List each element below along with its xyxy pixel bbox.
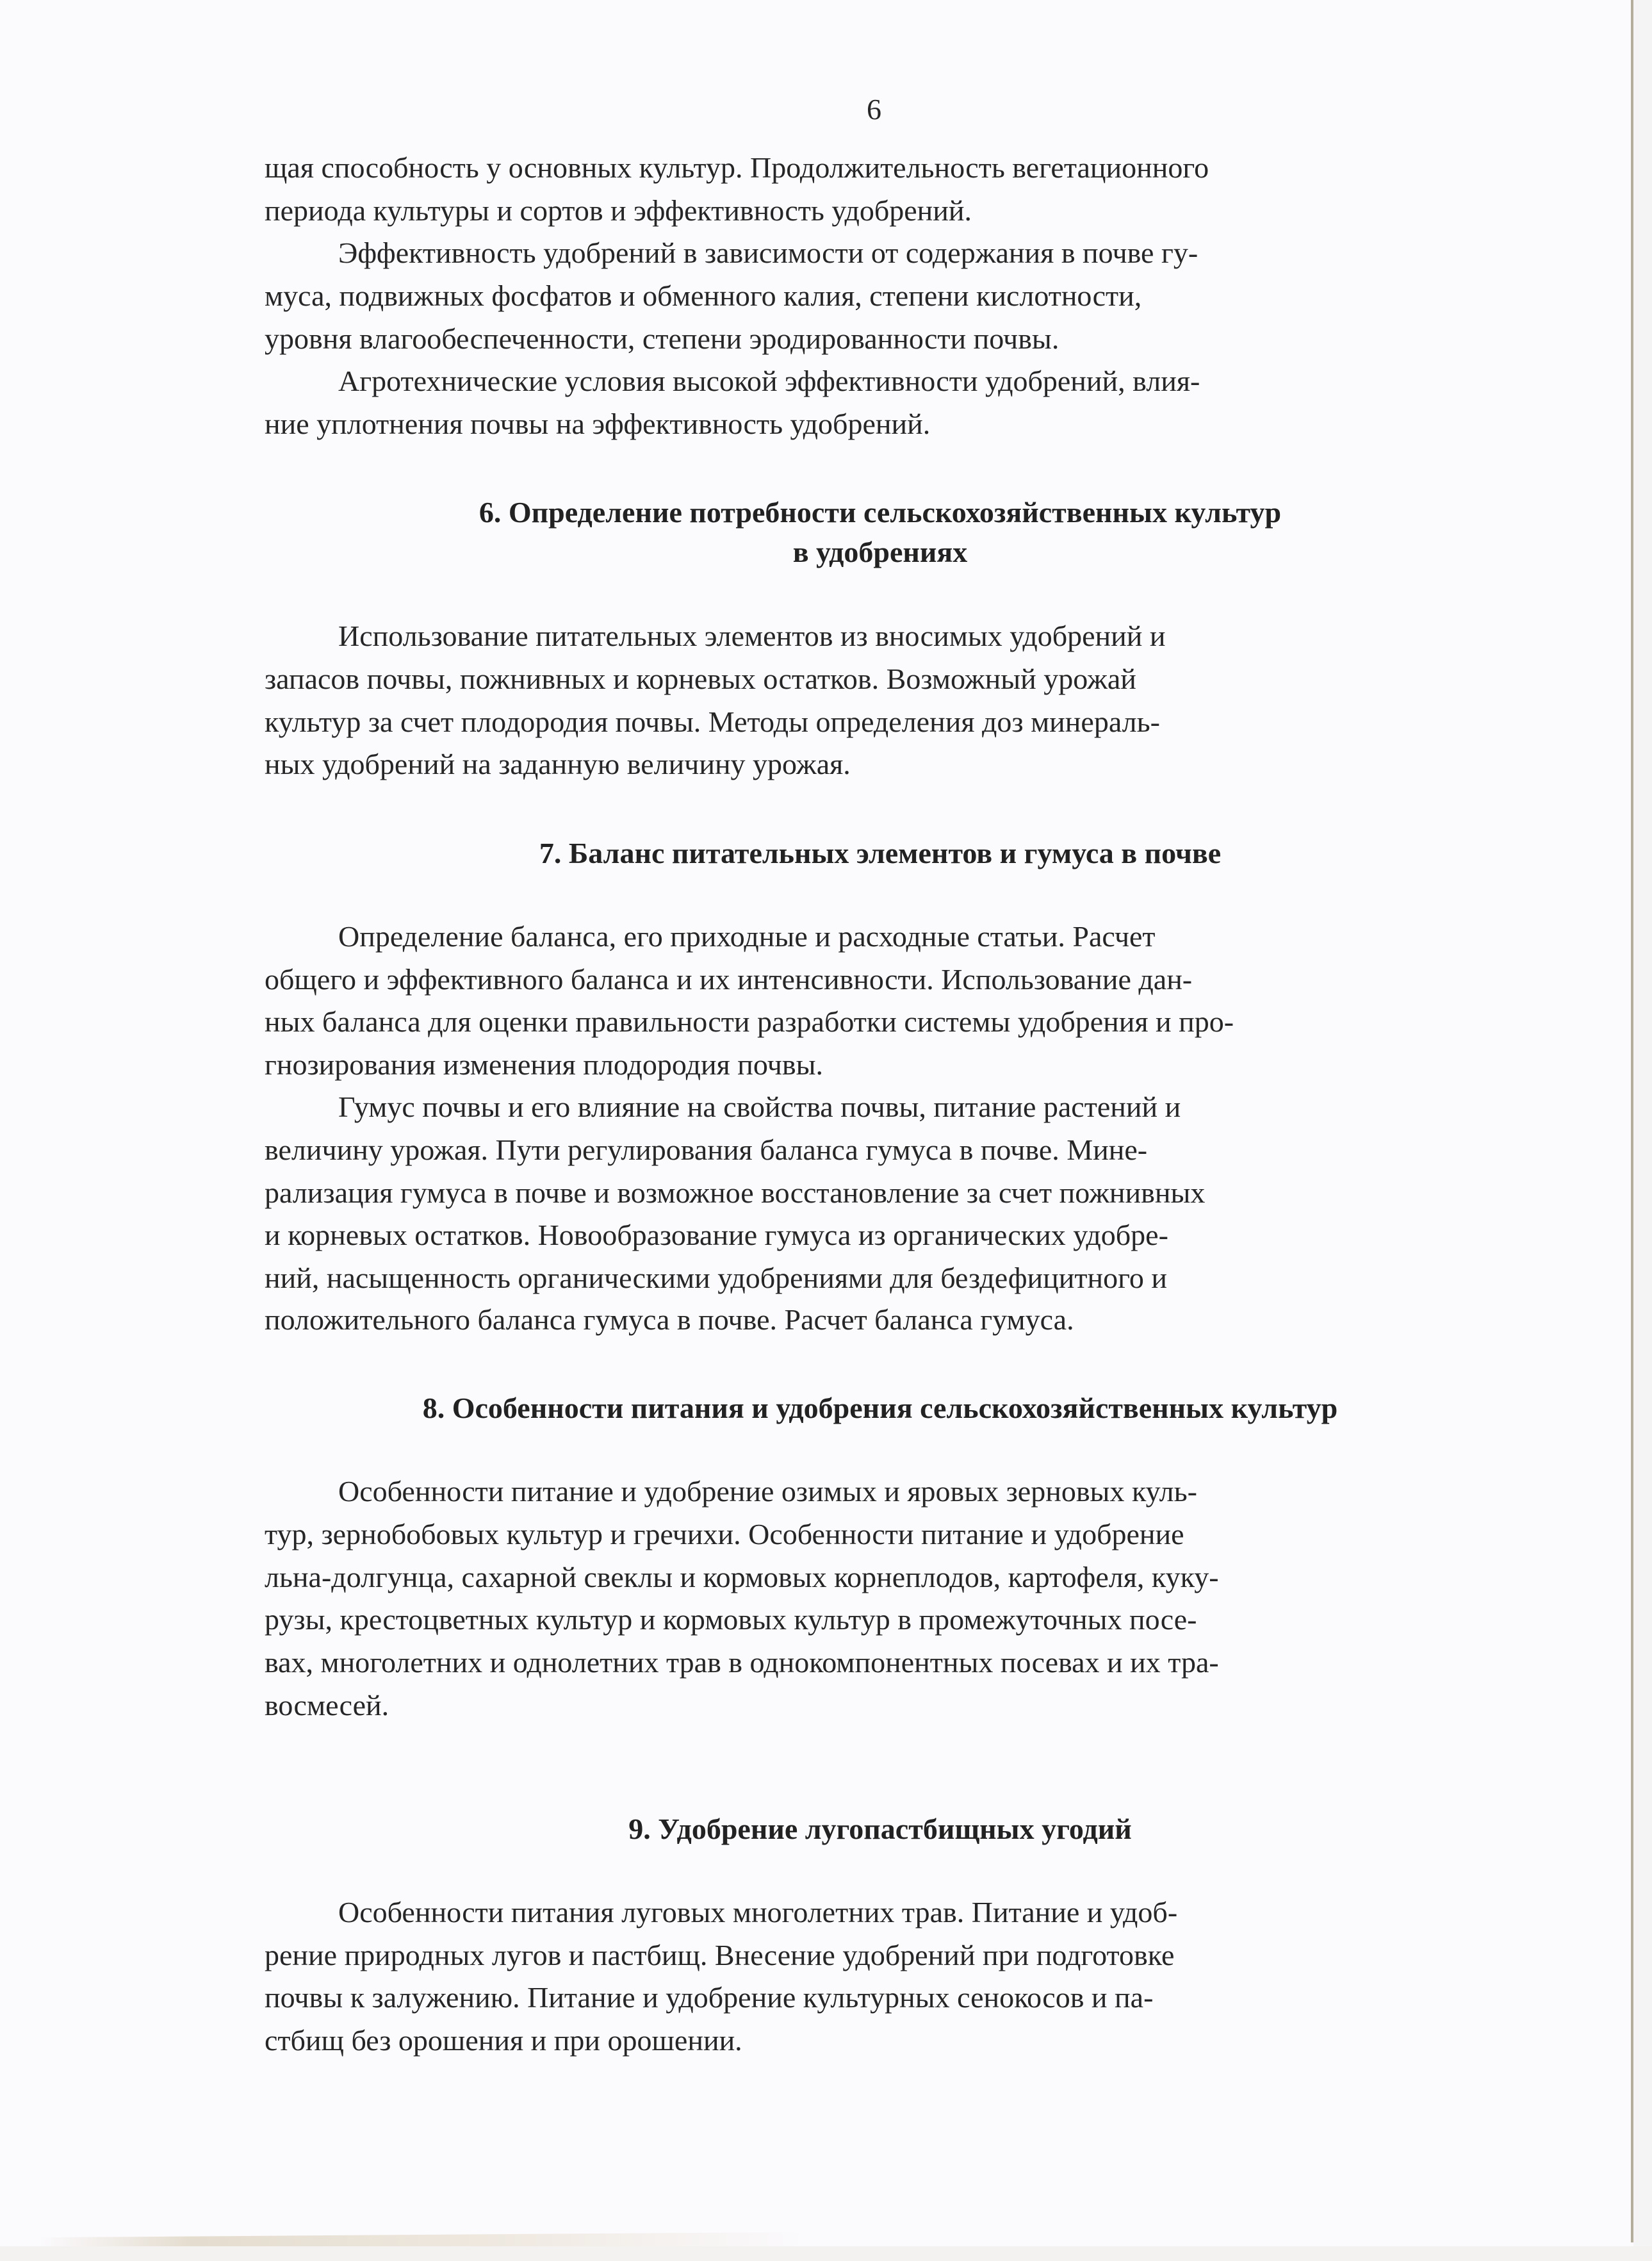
- paragraph-line: ний, насыщенность органическими удобрениями для бездефицитного и: [265, 1262, 1167, 1294]
- paragraph-line: Эффективность удобрений в зависимости от содержания в почве гу-: [338, 236, 1198, 269]
- paragraph-line: льна-долгунца, сахарной свеклы и кормовых корнеплодов, картофеля, куку-: [265, 1561, 1219, 1593]
- paragraph-line: уровня влагообеспеченности, степени эродированности почвы.: [265, 322, 1059, 355]
- paragraph-line: Гумус почвы и его влияние на свойства почвы, питание растений и: [338, 1090, 1181, 1123]
- paragraph-line: общего и эффективного баланса и их интенсивности. Использование дан-: [265, 963, 1193, 996]
- section-heading-8: 8. Особенности питания и удобрения сельскохозяйственных культур: [422, 1392, 1338, 1424]
- paragraph-line: Определение баланса, его приходные и расходные статьи. Расчет: [338, 920, 1156, 953]
- page-number: 6: [867, 93, 881, 126]
- paragraph-line: величину урожая. Пути регулирования баланса гумуса в почве. Мине-: [265, 1133, 1148, 1166]
- scan-bottom-band: [0, 2246, 1652, 2261]
- section-heading-9: 9. Удобрение лугопастбищных угодий: [628, 1813, 1132, 1845]
- paragraph-line: ных баланса для оценки правильности разработки системы удобрения и про-: [265, 1005, 1234, 1038]
- paragraph-line: Агротехнические условия высокой эффективности удобрений, влия-: [338, 365, 1200, 397]
- paragraph-line: рализация гумуса в почве и возможное восстановление за счет пожнивных: [265, 1176, 1206, 1209]
- scan-margin-strip: [1633, 0, 1652, 2261]
- paragraph-line: гнозирования изменения плодородия почвы.: [265, 1048, 823, 1081]
- paragraph-line: ние уплотнения почвы на эффективность удобрений.: [265, 407, 931, 440]
- paragraph-line: вах, многолетних и однолетних трав в однокомпонентных посевах и их тра-: [265, 1646, 1219, 1679]
- paragraph-line: Особенности питания луговых многолетних трав. Питание и удоб-: [338, 1896, 1178, 1928]
- paragraph-line: почвы к залужению. Питание и удобрение культурных сенокосов и па-: [265, 1981, 1154, 2014]
- paragraph-line: тур, зернобобовых культур и гречихи. Особенности питание и удобрение: [265, 1518, 1184, 1550]
- section-heading-6: 6. Определение потребности сельскохозяйственных культур: [478, 496, 1282, 529]
- paragraph-line: рузы, крестоцветных культур и кормовых культур в промежуточных посе-: [265, 1603, 1197, 1636]
- paragraph-line: Особенности питание и удобрение озимых и яровых зерновых куль-: [338, 1475, 1197, 1508]
- paragraph-line: и корневых остатков. Новообразование гумуса из органических удобре-: [265, 1219, 1168, 1251]
- paragraph-line: положительного баланса гумуса в почве. Расчет баланса гумуса.: [265, 1303, 1074, 1336]
- paragraph-line: муса, подвижных фосфатов и обменного калия, степени кислотности,: [265, 279, 1142, 312]
- scan-page-edge: [1631, 0, 1633, 2242]
- section-heading-6-cont: в удобрениях: [792, 536, 968, 568]
- section-heading-7: 7. Баланс питательных элементов и гумуса в почве: [539, 837, 1222, 869]
- paragraph-line: ных удобрений на заданную величину урожая.: [265, 748, 851, 780]
- paragraph-line: Использование питательных элементов из вносимых удобрений и: [338, 620, 1166, 652]
- paragraph-line: восмесей.: [265, 1689, 389, 1722]
- paragraph-line: стбищ без орошения и при орошении.: [265, 2024, 742, 2057]
- paragraph-line: запасов почвы, пожнивных и корневых остатков. Возможный урожай: [265, 662, 1136, 695]
- paragraph-line: щая способность у основных культур. Продолжительность вегетационного: [265, 151, 1209, 184]
- paragraph-line: культур за счет плодородия почвы. Методы определения доз минераль-: [265, 705, 1160, 738]
- paragraph-line: рение природных лугов и пастбищ. Внесение удобрений при подготовке: [265, 1939, 1175, 1971]
- paragraph-line: периода культуры и сортов и эффективность удобрений.: [265, 194, 972, 227]
